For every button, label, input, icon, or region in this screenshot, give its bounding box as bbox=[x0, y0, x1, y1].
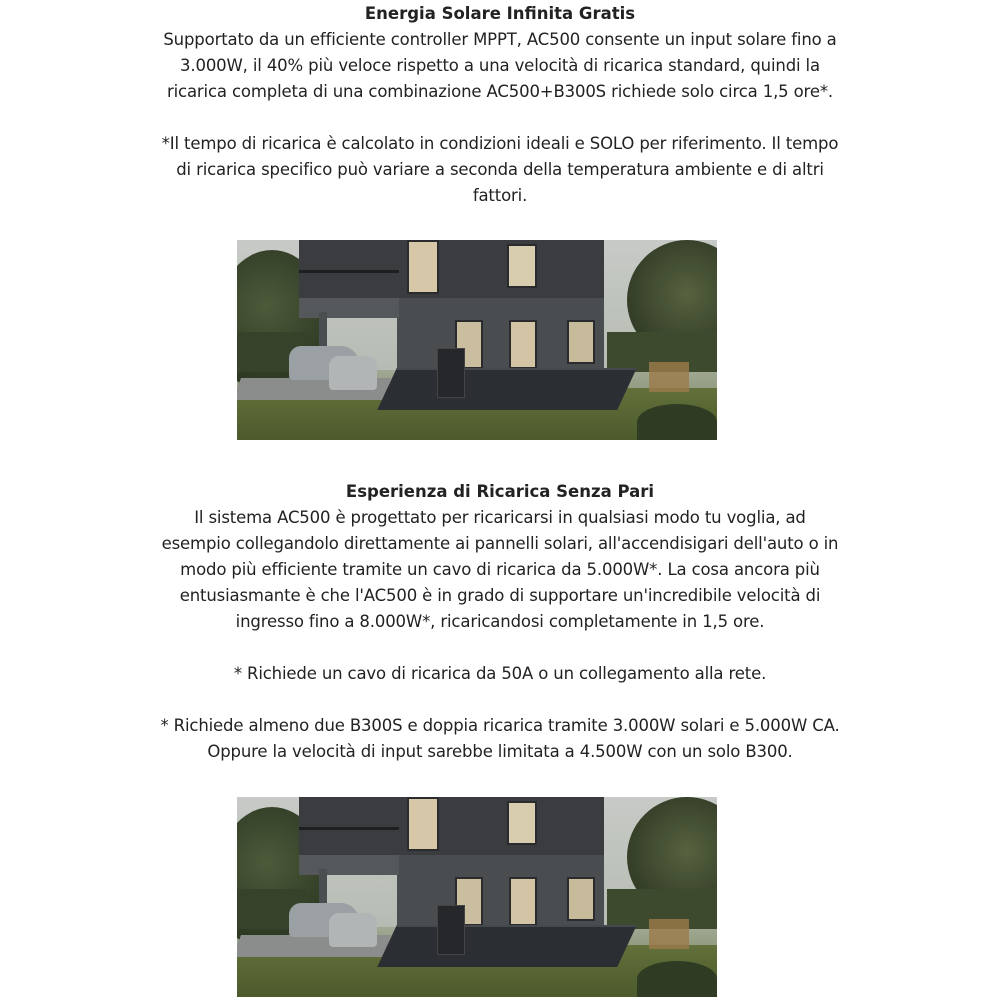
section-heading: Esperienza di Ricarica Senza Pari bbox=[345, 482, 655, 501]
paragraph-line: Supportato da un efficiente controller MPPT, AC500 consente un input solare fino a bbox=[163, 30, 837, 49]
paragraph-gap bbox=[0, 687, 1000, 713]
footnote-line: * Richiede almeno due B300S e doppia ricarica tramite 3.000W solari e 5.000W CA. bbox=[160, 716, 840, 735]
product-photo-house-solar bbox=[237, 797, 717, 997]
paragraph-line: 3.000W, il 40% più veloce rispetto a una velocità di ricarica standard, quindi la bbox=[180, 56, 820, 75]
section-solar-energy bbox=[0, 1, 1000, 209]
paragraph-line: esempio collegandolo direttamente ai pannelli solari, all'accendisigari dell'auto o in bbox=[161, 534, 839, 553]
paragraph-gap bbox=[0, 635, 1000, 661]
paragraph-line: ingresso fino a 8.000W*, ricaricandosi completamente in 1,5 ore. bbox=[235, 612, 765, 631]
footnote-line: Oppure la velocità di input sarebbe limitata a 4.500W con un solo B300. bbox=[207, 742, 793, 761]
section-heading: Energia Solare Infinita Gratis bbox=[364, 4, 636, 23]
paragraph-line: modo più efficiente tramite un cavo di ricarica da 5.000W*. La cosa ancora più bbox=[180, 560, 820, 579]
footnote-line: fattori. bbox=[472, 186, 528, 205]
product-photo-house-solar bbox=[237, 240, 717, 440]
footnote-line: *Il tempo di ricarica è calcolato in condizioni ideali e SOLO per riferimento. Il tempo bbox=[161, 134, 839, 153]
paragraph-line: Il sistema AC500 è progettato per ricaricarsi in qualsiasi modo tu voglia, ad bbox=[194, 508, 806, 527]
section-charging-experience bbox=[0, 479, 1000, 765]
footnote-line: * Richiede un cavo di ricarica da 50A o un collegamento alla rete. bbox=[233, 664, 767, 683]
paragraph-line: entusiasmante è che l'AC500 è in grado di supportare un'incredibile velocità di bbox=[179, 586, 821, 605]
footnote-line: di ricarica specifico può variare a seconda della temperatura ambiente e di altri bbox=[176, 160, 824, 179]
paragraph-line: ricarica completa di una combinazione AC500+B300S richiede solo circa 1,5 ore*. bbox=[166, 82, 834, 101]
paragraph-gap bbox=[0, 105, 1000, 131]
